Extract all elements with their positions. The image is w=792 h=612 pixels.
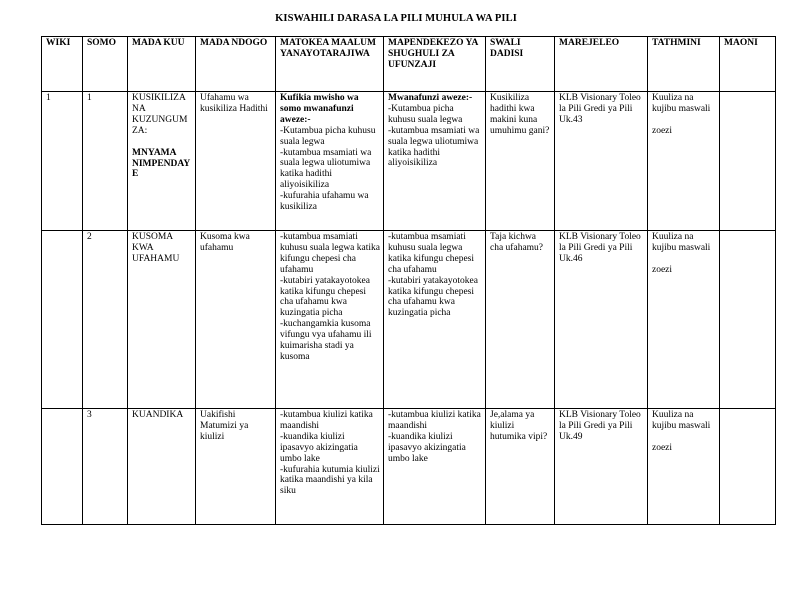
cell-mapendekezo: [384, 231, 486, 409]
header-mada-kuu: MADA KUU: [128, 37, 196, 92]
cell-mapendekezo: [384, 409, 486, 525]
cell-maoni: [720, 92, 776, 231]
mada-kuu-text: KUSIKILIZA NA KUZUNGUMZA:: [132, 93, 188, 136]
cell-wiki: 1: [42, 92, 83, 231]
cell-tathmini: [648, 231, 720, 409]
table-header: [42, 37, 776, 92]
tathmini-zoezi: zoezi: [652, 264, 673, 275]
mapendekezo-item: -kuandika kiulizi ipasavyo akizingatia umbo lake: [388, 431, 466, 464]
matokeo-item: -kufurahia ufahamu wa kusikiliza: [280, 191, 369, 213]
cell-mada-kuu: [128, 231, 196, 409]
cell-mada-ndogo: Kusoma kwa ufahamu: [196, 231, 276, 409]
cell-swali-dadisi: Taja kichwa cha ufahamu?: [486, 231, 555, 409]
header-marejeleo: MAREJELEO: [555, 37, 648, 92]
tathmini-text: Kuuliza na kujibu maswali: [652, 410, 711, 431]
tathmini-text: Kuuliza na kujibu maswali: [652, 93, 711, 114]
cell-tathmini: [648, 92, 720, 231]
mada-kuu-subtitle: MNYAMA NIMPENDAYE: [132, 147, 191, 180]
table-body: [42, 92, 776, 525]
mapendekezo-item: -kutambua kiulizi katika maandishi: [388, 410, 481, 431]
cell-mada-ndogo: Ufahamu wa kusikiliza Hadithi: [196, 92, 276, 231]
mapendekezo-item: -kutabiri yatakayotokea katika kifungu chepesi cha ufahamu kwa kuzingatia picha: [388, 275, 478, 319]
matokeo-item: -kutambua msamiati kuhusu suala legwa katika kifungu chepesi cha ufahamu: [280, 232, 380, 275]
tathmini-zoezi: zoezi: [652, 125, 673, 136]
header-matokeo: MATOKEA MAALUM YANAYOTARAJIWA: [276, 37, 384, 92]
cell-marejeleo: KLB Visionary Toleo la Pili Gredi ya Pili Uk.43: [555, 92, 648, 231]
matokeo-item: -kuandika kiulizi ipasavyo akizingatia umbo lake: [280, 431, 358, 464]
cell-somo: 1: [83, 92, 128, 231]
cell-somo: 2: [83, 231, 128, 409]
matokeo-item: -kufurahia kutumia kiulizi katika maandishi ya kila siku: [280, 464, 380, 497]
cell-tathmini: [648, 409, 720, 525]
header-somo: SOMO: [83, 37, 128, 92]
cell-mada-ndogo: Uakifishi Matumizi ya kiulizi: [196, 409, 276, 525]
header-row: [42, 37, 776, 92]
mapendekezo-intro: Mwanafunzi aweze:-: [388, 93, 473, 103]
cell-matokeo: [276, 92, 384, 231]
cell-swali-dadisi: Kusikiliza hadithi kwa makini kuna umuhimu gani?: [486, 92, 555, 231]
header-maoni: MAONI: [720, 37, 776, 92]
mada-kuu-text: KUSOMA KWA UFAHAMU: [132, 232, 180, 264]
header-wiki: WIKI: [42, 37, 83, 92]
cell-marejeleo: KLB Visionary Toleo la Pili Gredi ya Pili Uk.46: [555, 231, 648, 409]
mapendekezo-item: -Kutambua picha kuhusu suala legwa: [388, 103, 463, 125]
cell-maoni: [720, 231, 776, 409]
cell-swali-dadisi: Je,alama ya kiulizi hutumika vipi?: [486, 409, 555, 525]
header-mapendekezo: MAPENDEKEZO YA SHUGHULI ZA UFUNZAJI: [384, 37, 486, 92]
mada-kuu-text: KUANDIKA: [132, 410, 184, 420]
header-mada-ndogo: MADA NDOGO: [196, 37, 276, 92]
mapendekezo-item: -kutambua msamiati kuhusu suala legwa katika kifungu chepesi cha ufahamu: [388, 232, 475, 275]
matokeo-item: -kutabiri yatakayotokea katika kifungu chepesi cha ufahamu kwa kuzingatia picha: [280, 275, 370, 319]
tathmini-zoezi: zoezi: [652, 442, 673, 453]
cell-maoni: [720, 409, 776, 525]
matokeo-intro: Kufikia mwisho wa somo mwanafunzi aweze:-: [280, 93, 359, 125]
matokeo-item: -Kutambua picha kuhusu suala legwa: [280, 125, 376, 147]
matokeo-item: -kutambua msamiati wa suala legwa uliotumiwa katika hadithi aliyoisikiliza: [280, 147, 372, 191]
cell-mada-kuu: [128, 92, 196, 231]
table-row: [42, 92, 776, 231]
matokeo-item: -kutambua kiulizi katika maandishi: [280, 410, 373, 431]
table-row: [42, 231, 776, 409]
scheme-of-work-table: [41, 36, 776, 525]
table-row: [42, 409, 776, 525]
tathmini-text: Kuuliza na kujibu maswali: [652, 232, 711, 253]
mapendekezo-item: -kutambua msamiati wa suala legwa uliotumiwa katika hadithi aliyoisikiliza: [388, 125, 480, 169]
cell-mada-kuu: [128, 409, 196, 525]
matokeo-item: -kuchangamkia kusoma vifungu vya ufahamu ili kuimarisha stadi ya kusoma: [280, 319, 372, 362]
page-title: KISWAHILI DARASA LA PILI MUHULA WA PILI: [275, 13, 517, 24]
cell-matokeo: [276, 231, 384, 409]
header-tathmini: TATHMINI: [648, 37, 720, 92]
cell-matokeo: [276, 409, 384, 525]
cell-somo: 3: [83, 409, 128, 525]
cell-wiki: [42, 231, 83, 409]
cell-marejeleo: KLB Visionary Toleo la Pili Gredi ya Pili Uk.49: [555, 409, 648, 525]
cell-wiki: [42, 409, 83, 525]
header-swali-dadisi: SWALI DADISI: [486, 37, 555, 92]
cell-mapendekezo: [384, 92, 486, 231]
